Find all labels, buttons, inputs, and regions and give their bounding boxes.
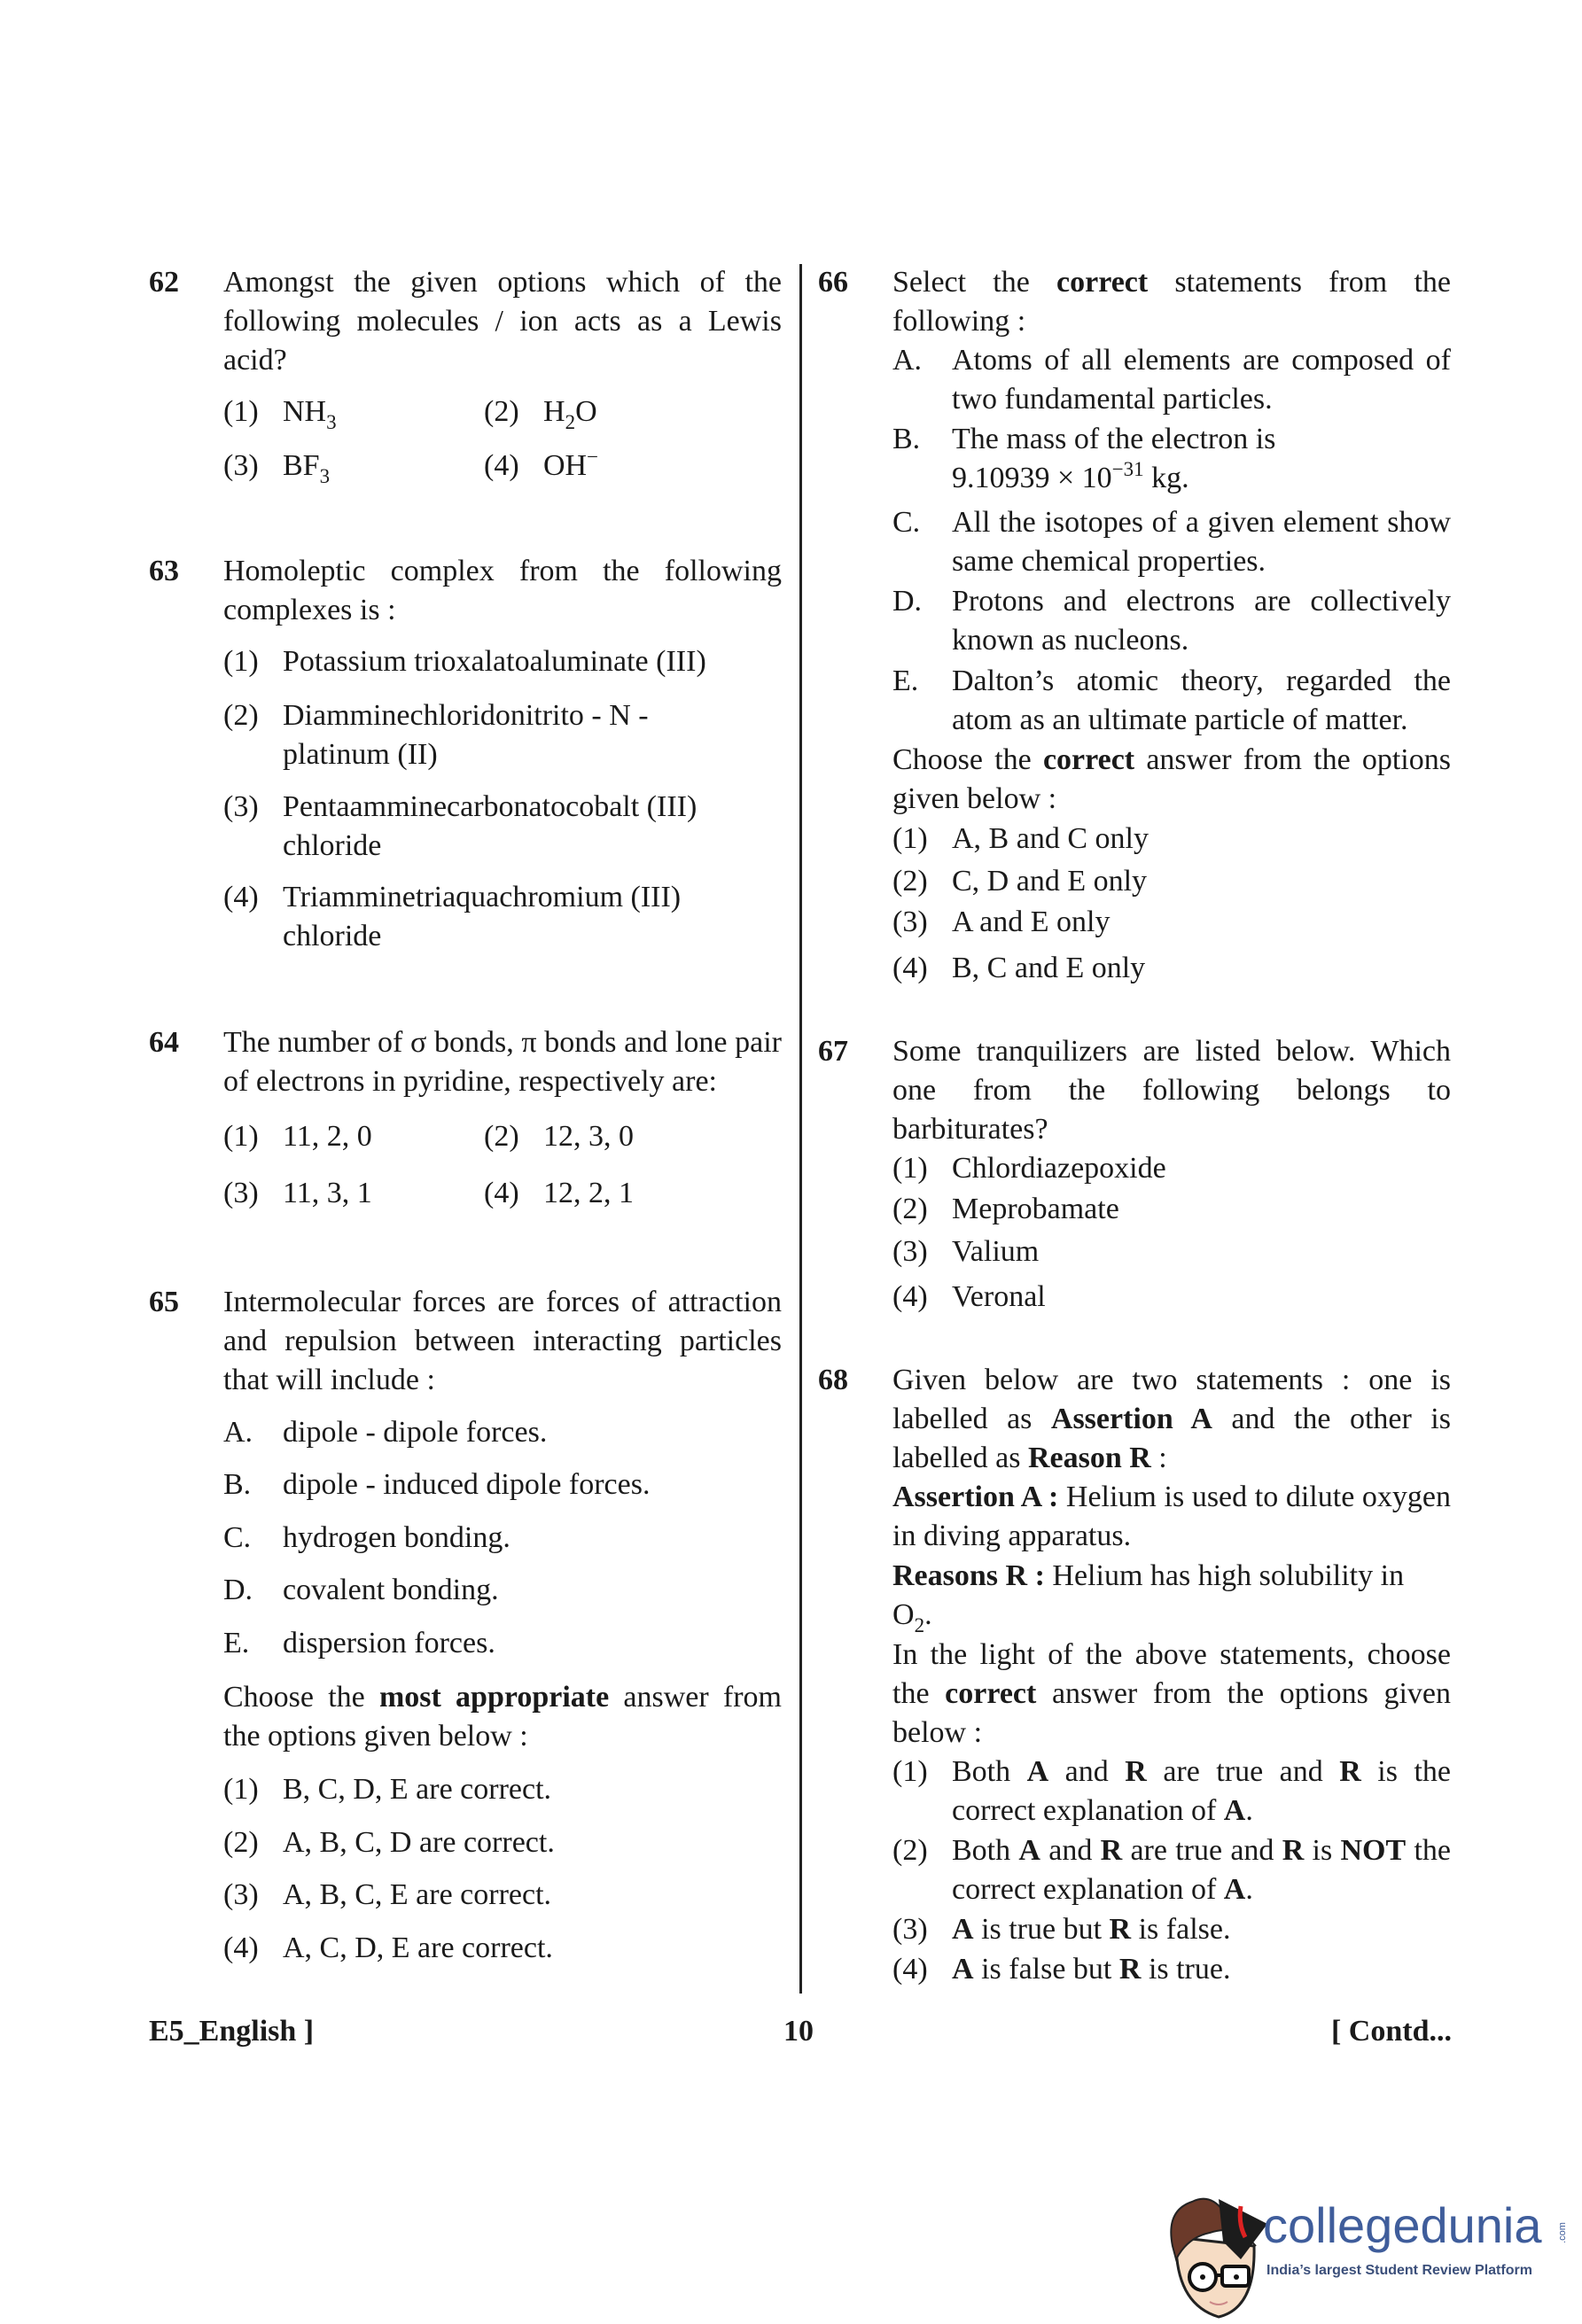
- text-segment: is true.: [1141, 1953, 1231, 1986]
- text-segment: hydrogen bonding.: [283, 1521, 510, 1554]
- text-segment: −: [587, 446, 599, 468]
- text-segment: and the other is labelled as: [892, 1403, 1451, 1474]
- statement-label: E.: [223, 1627, 250, 1659]
- paper-code: E5_English ]: [149, 2015, 315, 2048]
- option-text: [283, 788, 755, 866]
- text-segment: Given below are two statements : one is labelled as: [892, 1364, 1451, 1435]
- question-66: [818, 263, 1451, 988]
- statement-label: D.: [223, 1574, 253, 1606]
- option-text: [283, 696, 684, 774]
- text-segment: .: [1245, 1873, 1253, 1906]
- text-segment: covalent bonding.: [283, 1574, 499, 1606]
- text-segment: H: [543, 395, 565, 428]
- question-number: 68: [818, 1364, 848, 1396]
- text-segment: 3: [319, 465, 331, 487]
- text-segment: is true but: [973, 1913, 1110, 1946]
- question-stem: [892, 1032, 1451, 1149]
- option-label: (4): [223, 1931, 259, 1964]
- statement-label: C.: [892, 506, 921, 539]
- text-segment: 2: [914, 1614, 925, 1636]
- option-label: (2): [892, 1193, 928, 1225]
- text-segment: A and E only: [952, 906, 1111, 938]
- continued-label: [ Contd...: [1330, 2015, 1452, 2048]
- text-segment: −31: [1111, 458, 1144, 480]
- text-segment: dipole - induced dipole forces.: [283, 1468, 651, 1501]
- option-label: (1): [892, 1755, 928, 1788]
- question-stem: [892, 263, 1451, 341]
- option: [223, 696, 684, 774]
- text-segment: All the isotopes of a given element show same chemical properties.: [952, 506, 1451, 578]
- option-text: [952, 820, 1451, 859]
- option-text: [283, 1174, 484, 1213]
- statement-label: A.: [892, 344, 923, 377]
- option-label: (4): [223, 881, 259, 913]
- option: [892, 820, 1451, 859]
- text-segment: A: [1026, 1755, 1049, 1788]
- option: [223, 447, 484, 486]
- option-text: [952, 1149, 1451, 1188]
- option-row: [223, 1174, 782, 1213]
- text-segment: .: [924, 1598, 932, 1631]
- statement: [892, 503, 1451, 581]
- option-label: (4): [892, 1953, 928, 1986]
- logo-wordmark: collegedunia: [1263, 2197, 1542, 2253]
- option-label: (1): [223, 1773, 259, 1806]
- option-text: [952, 862, 1451, 901]
- statement-text: [283, 1465, 782, 1504]
- text-segment: Intermolecular forces are forces of attraction and repulsion between interacting particles that will include :: [223, 1286, 782, 1396]
- text-segment: Dalton’s atomic theory, regarded the atom as an ultimate particle of matter.: [952, 665, 1451, 736]
- text-segment: A: [1223, 1873, 1246, 1906]
- option-label: (2): [223, 1826, 259, 1859]
- question-number: 66: [818, 266, 848, 299]
- text-segment: A, B, C, D are correct.: [283, 1826, 555, 1859]
- option: [892, 1190, 1451, 1229]
- text-segment: Choose the: [892, 743, 1043, 776]
- text-segment: Select the: [892, 266, 1057, 299]
- option-text: [952, 903, 1451, 942]
- text-segment: Meprobamate: [952, 1193, 1119, 1225]
- statement-label: B.: [223, 1468, 252, 1501]
- choose-instruction: [892, 741, 1451, 819]
- option-text: [952, 1831, 1451, 1909]
- text-segment: is false.: [1131, 1913, 1231, 1946]
- option-label: (1): [892, 1152, 928, 1185]
- statement-text: [283, 1519, 782, 1558]
- text-segment: answer from the options given below :: [223, 1681, 782, 1753]
- text-segment: B, C and E only: [952, 952, 1146, 984]
- text-segment: In the light of the above statements, choose the: [892, 1638, 1451, 1710]
- option: [223, 1770, 782, 1809]
- option-text: [952, 949, 1451, 988]
- text-segment: Reasons R :: [892, 1559, 1045, 1592]
- text-segment: 2: [565, 411, 576, 433]
- assertion: [892, 1478, 1451, 1556]
- option: [223, 1117, 484, 1156]
- option-label: (2): [892, 865, 928, 898]
- text-segment: correct: [945, 1677, 1037, 1710]
- question-stem: [892, 1361, 1451, 1478]
- option-text: [952, 1232, 1451, 1271]
- option-row: [223, 447, 782, 486]
- option: [892, 1753, 1451, 1830]
- option-text: [952, 1278, 1451, 1317]
- option-label: (2): [484, 1120, 519, 1153]
- option: [223, 878, 720, 956]
- text-segment: Chlordiazepoxide: [952, 1152, 1166, 1185]
- question-63: [149, 552, 782, 956]
- option-text: [952, 1950, 1451, 1989]
- statement-text: [952, 341, 1451, 419]
- text-segment: correct: [1056, 266, 1149, 299]
- option-text: [283, 1823, 782, 1862]
- question-stem: [223, 1023, 782, 1101]
- text-segment: statements from the following :: [892, 266, 1451, 338]
- statement-label: E.: [892, 665, 919, 697]
- option: [892, 1149, 1451, 1188]
- text-segment: are true and: [1122, 1834, 1282, 1867]
- statement: [223, 1413, 782, 1452]
- option-label: (3): [223, 790, 259, 823]
- question-67: [818, 1032, 1451, 1317]
- text-segment: Protons and electrons are collectively known as nucleons.: [952, 585, 1451, 657]
- text-segment: Helium is used to dilute oxygen in diving apparatus.: [892, 1481, 1452, 1552]
- option: [892, 1232, 1451, 1271]
- text-segment: A: [952, 1953, 974, 1986]
- option-label: (3): [223, 1177, 259, 1209]
- text-segment: 3: [326, 411, 337, 433]
- choose-instruction: [892, 1636, 1451, 1753]
- question-62: [149, 263, 782, 486]
- text-segment: Potassium trioxalatoaluminate (III): [283, 645, 706, 678]
- text-segment: 11, 3, 1: [283, 1177, 372, 1209]
- option-text: [283, 878, 720, 956]
- mascot-icon: [1157, 2162, 1267, 2321]
- option: [484, 393, 782, 431]
- text-segment: Both: [952, 1755, 1027, 1788]
- text-segment: and: [1040, 1834, 1101, 1867]
- text-segment: C, D and E only: [952, 865, 1148, 898]
- text-segment: Assertion A: [1050, 1403, 1212, 1435]
- text-segment: Triamminetriaquachromium (III) chloride: [283, 881, 682, 952]
- text-segment: A, B and C only: [952, 822, 1149, 855]
- option-text: [283, 447, 484, 486]
- option-row: [223, 393, 782, 431]
- text-segment: 12, 3, 0: [543, 1120, 634, 1153]
- option-text: [952, 1753, 1451, 1830]
- text-segment: R: [1339, 1755, 1361, 1788]
- option: [892, 949, 1451, 988]
- question-number: 62: [149, 266, 179, 299]
- option: [892, 862, 1451, 901]
- collegedunia-logo: [1157, 2162, 1582, 2321]
- logo-tagline: India’s largest Student Review Platform: [1266, 2263, 1532, 2278]
- option-text: [543, 1174, 782, 1213]
- text-segment: Homoleptic complex from the following complexes is :: [223, 555, 782, 626]
- text-segment: Assertion A :: [892, 1481, 1059, 1513]
- option: [223, 393, 484, 431]
- text-segment: is the correct explanation of: [952, 1755, 1452, 1827]
- statement-text: [283, 1571, 782, 1610]
- option: [892, 1950, 1451, 1989]
- statement-label: B.: [892, 423, 921, 455]
- question-65: [149, 1283, 782, 1968]
- text-segment: Valium: [952, 1235, 1040, 1268]
- page-number: 10: [783, 2015, 814, 2048]
- text-segment: and: [1048, 1755, 1126, 1788]
- text-segment: Reason R: [1027, 1442, 1151, 1474]
- text-segment: answer from the options given below :: [892, 743, 1451, 815]
- text-segment: most appropriate: [378, 1681, 610, 1714]
- column-divider: [799, 264, 802, 1994]
- text-segment: are true and: [1146, 1755, 1340, 1788]
- option-label: (4): [484, 1177, 519, 1209]
- text-segment: Pentaamminecarbonatocobalt (III) chloride: [283, 790, 697, 862]
- text-segment: dipole - dipole forces.: [283, 1416, 548, 1449]
- text-segment: Helium has high solubility in O: [892, 1559, 1405, 1631]
- option-text: [952, 1190, 1451, 1229]
- left-column: [149, 263, 782, 1968]
- option-label: (1): [223, 1120, 259, 1153]
- text-segment: Amongst the given options which of the following molecules / ion acts as a Lewis acid?: [223, 266, 782, 377]
- text-segment: The mass of the electron is 9.10939 × 10: [952, 423, 1276, 494]
- right-column: [818, 263, 1451, 1989]
- option: [223, 788, 755, 866]
- statement: [892, 420, 1336, 498]
- option-label: (2): [223, 699, 259, 732]
- text-segment: is false but: [973, 1953, 1119, 1986]
- statement-text: [952, 420, 1336, 498]
- option: [484, 447, 782, 486]
- text-segment: A: [952, 1913, 974, 1946]
- option: [484, 1117, 782, 1156]
- text-segment: The number of σ bonds, π bonds and lone pair of electrons in pyridine, respectively are:: [223, 1026, 782, 1098]
- text-segment: O: [575, 395, 597, 428]
- option-text: [543, 1117, 782, 1156]
- text-segment: Choose the: [223, 1681, 379, 1714]
- logo-suffix: .com: [1556, 2222, 1568, 2243]
- statement: [892, 341, 1451, 419]
- option: [223, 1929, 782, 1968]
- text-segment: is: [1304, 1834, 1341, 1867]
- text-segment: 12, 2, 1: [543, 1177, 634, 1209]
- option-text: [952, 1910, 1451, 1949]
- question-64: [149, 1023, 782, 1213]
- text-segment: kg.: [1143, 462, 1189, 494]
- text-segment: R: [1109, 1913, 1132, 1946]
- option-label: (1): [223, 395, 259, 428]
- text-segment: Both: [952, 1834, 1019, 1867]
- question-number: 67: [818, 1035, 848, 1068]
- text-segment: 11, 2, 0: [283, 1120, 372, 1153]
- option-label: (4): [892, 1280, 928, 1313]
- reason: [892, 1557, 1424, 1635]
- statement: [223, 1624, 782, 1663]
- text-segment: A, C, D, E are correct.: [283, 1931, 553, 1964]
- question-68: [818, 1361, 1451, 1989]
- statement: [223, 1571, 782, 1610]
- statement-text: [952, 582, 1451, 660]
- text-segment: A: [1018, 1834, 1040, 1867]
- option-label: (3): [223, 1878, 259, 1911]
- option-text: [283, 1117, 484, 1156]
- option-label: (3): [892, 1913, 928, 1946]
- option-label: (4): [484, 449, 519, 482]
- question-stem: [223, 552, 782, 630]
- option-text: [283, 1929, 782, 1968]
- statement: [892, 662, 1451, 740]
- text-segment: BF: [283, 449, 320, 482]
- option: [892, 903, 1451, 942]
- text-segment: answer from the options given below :: [892, 1677, 1451, 1749]
- text-segment: the correct explanation of: [952, 1834, 1451, 1906]
- statement-text: [283, 1624, 782, 1663]
- question-number: 64: [149, 1026, 179, 1059]
- text-segment: :: [1150, 1442, 1167, 1474]
- option-label: (2): [892, 1834, 928, 1867]
- option: [223, 1823, 782, 1862]
- option-label: (1): [223, 645, 259, 678]
- statement: [892, 582, 1451, 660]
- option-label: (1): [892, 822, 928, 855]
- option-text: [283, 642, 782, 681]
- option-text: [543, 393, 782, 431]
- text-segment: Some tranquilizers are listed below. Which one from the following belongs to barbiturates?: [892, 1035, 1451, 1146]
- text-segment: B, C, D, E are correct.: [283, 1773, 552, 1806]
- option-label: (3): [892, 1235, 928, 1268]
- statement: [223, 1519, 782, 1558]
- option: [484, 1174, 782, 1213]
- option-text: [283, 1876, 782, 1915]
- text-segment: Veronal: [952, 1280, 1046, 1313]
- option-label: (3): [223, 449, 259, 482]
- text-segment: Atoms of all elements are composed of two fundamental particles.: [952, 344, 1451, 416]
- option: [223, 1174, 484, 1213]
- text-segment: NH: [283, 395, 327, 428]
- statement-text: [952, 503, 1451, 581]
- option-label: (3): [892, 906, 928, 938]
- option-text: [543, 447, 782, 486]
- text-segment: A: [1223, 1794, 1246, 1827]
- text-segment: R: [1118, 1953, 1142, 1986]
- choose-instruction: [223, 1678, 782, 1756]
- text-segment: correct: [1042, 743, 1135, 776]
- option: [892, 1910, 1451, 1949]
- question-stem: [223, 263, 782, 380]
- option-label: (4): [892, 952, 928, 984]
- statement-label: A.: [223, 1416, 253, 1449]
- question-number: 65: [149, 1286, 179, 1318]
- option-row: [223, 1117, 782, 1156]
- option-label: (2): [484, 395, 519, 428]
- text-segment: .: [1245, 1794, 1253, 1827]
- option-text: [283, 1770, 782, 1809]
- text-segment: R: [1125, 1755, 1147, 1788]
- text-segment: NOT: [1340, 1834, 1407, 1867]
- option: [223, 642, 782, 681]
- question-number: 63: [149, 555, 179, 587]
- text-segment: OH: [543, 449, 588, 482]
- statement-text: [283, 1413, 782, 1452]
- statement-label: D.: [892, 585, 923, 618]
- statement-label: C.: [223, 1521, 252, 1554]
- statement-text: [952, 662, 1451, 740]
- text-segment: R: [1100, 1834, 1123, 1867]
- option: [892, 1278, 1451, 1317]
- statement: [223, 1465, 782, 1504]
- option: [892, 1831, 1451, 1909]
- text-segment: dispersion forces.: [283, 1627, 495, 1659]
- question-stem: [223, 1283, 782, 1400]
- text-segment: A, B, C, E are correct.: [283, 1878, 552, 1911]
- text-segment: R: [1282, 1834, 1305, 1867]
- text-segment: Diamminechloridonitrito - N - platinum (II): [283, 699, 649, 771]
- option-text: [283, 393, 484, 431]
- option: [223, 1876, 782, 1915]
